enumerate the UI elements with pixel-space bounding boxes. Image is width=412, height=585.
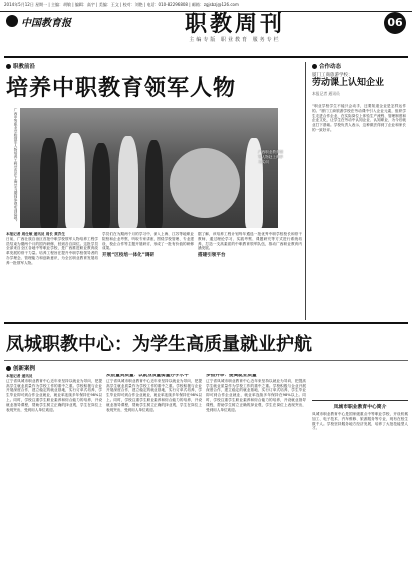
bullet-icon xyxy=(6,366,11,371)
section-tag-label: 职教前沿 xyxy=(13,64,36,70)
masthead-title: 职教周刊 xyxy=(184,11,285,37)
case-subhead: 从数量到质量：以就业质量衡量办学水平 xyxy=(106,374,189,378)
newspaper-brand xyxy=(6,14,98,28)
article-column-1 xyxy=(6,232,98,320)
article-byline: 本报记者 周仕敏 通讯员 周长 黄乔生 xyxy=(6,232,65,236)
section-tag-label: 创新案例 xyxy=(13,366,36,372)
side-article-byline: 本报记者 通讯员 xyxy=(312,91,340,96)
column-divider xyxy=(305,62,306,320)
article-paragraph: 学员们在为期两个月的学习中，深入上海、江苏等地职业院校和企业考察，听取专家讲座，围绕学校管理、专业建设、校企合作等主题开展研讨，形成了一批有价值的研修成果。 xyxy=(102,232,194,251)
side-article-title: 劳动课上认知企业 xyxy=(312,78,385,88)
info-box-title: 凤城市职业教育中心简介 xyxy=(333,405,387,410)
newspaper-logo-icon xyxy=(6,15,18,27)
lead-photo xyxy=(20,108,278,228)
article-paragraph: 日前，广西壮族自治区首批中职学校领军人物培养工程学员结束为期两个月的国内研修，回到各自岗位。这批学员全部来自全区各地中等职业学校，是广西推进职业教育改革发展的骨干力量。培养工程旨在提升中职学校领导者的办学理念、管理能力和创新意识，为全区职业教育发展培养一批领军人物。 xyxy=(6,236,98,265)
section-tag-bottom xyxy=(6,364,35,372)
article-subhead: 搭建引领平台 xyxy=(198,253,226,259)
person-figure xyxy=(65,133,85,228)
article-subhead: 开展“区校培一体化”调研 xyxy=(102,253,154,259)
article-paragraph: 据了解，该培养工程计划每年遴选一批优秀中职学校校长和骨干教师，通过理论学习、实践考察、课题研究等方式进行系统培养，打造一支高素质的中职教育领军队伍，推动广西职业教育内涵发展。 xyxy=(198,232,302,251)
second-headline: 凤城职教中心：为学生高质量就业护航 xyxy=(6,334,312,355)
photo-side-caption: 广西中等职业学校领军人物培养工程学员在上海学习期间参观实训基地。 xyxy=(14,108,18,224)
side-article-kicker: 厦门工商旅游学校： xyxy=(312,73,353,78)
case-paragraph: 辽宁省凤城市职业教育中心近年来坚持以就业为导向，把提高学生就业质量作为学校工作的重中之重。学校积极与企业开展深度合作，建立稳定的就业基地，实行订单式培养，学生毕业即可到合作企业就业，就业率连续多年保持在98%以上。同时，学校注重学生职业素养和综合能力的培养，开设就业指导课程，帮助学生树立正确的择业观，学生在岗位上表现突出，受到用人单位欢迎。 xyxy=(106,378,202,412)
lead-headline: 培养中职教育领军人物 xyxy=(6,76,237,101)
brand-name: 中国教育报 xyxy=(21,17,71,29)
info-sidebar-box xyxy=(312,400,408,580)
bullet-icon xyxy=(6,64,11,69)
machine-wheel-shape xyxy=(170,148,240,218)
page-number-badge: 06 xyxy=(384,12,406,34)
section-tag-right xyxy=(312,62,341,70)
person-figure xyxy=(118,136,138,228)
case-subhead: 多措并举：提高就业质量 xyxy=(206,374,257,378)
section-divider xyxy=(4,322,408,324)
person-figure xyxy=(40,138,58,228)
side-article-body: “职业学校学生不能只会动手，还要知道企业是怎样运作的。”厦门工商旅游学校在劳动课中引入企业元素，组织学生走进合作企业，在实际岗位上体验生产流程、管理制度和企业文化，让学生在劳动中认知企业、认知职业，为今后就业打下基础。学校负责人表示，这种做法得到了企业和家长的一致好评。 xyxy=(312,104,406,132)
case-paragraph: 辽宁省凤城市职业教育中心近年来坚持以就业为导向，把提高学生就业质量作为学校工作的重中之重。学校积极与企业开展深度合作，建立稳定的就业基地，实行订单式培养，学生毕业即可到合作企业就业，就业率连续多年保持在98%以上。同时，学校注重学生职业素养和综合能力的培养，开设就业指导课程，帮助学生树立正确的择业观，学生在岗位上表现突出，受到用人单位欢迎。 xyxy=(6,378,102,412)
info-box-text: 凤城市职业教育中心是国家级重点中等职业学校，开设机械加工、电子技术、汽车维修、旅游服务等专业，现有在校生数千人。学校坚持服务地方经济发展，培养了大批技能型人才。 xyxy=(312,412,408,431)
headline-rule xyxy=(4,360,408,361)
case-column-3 xyxy=(206,374,306,580)
case-column-2 xyxy=(106,374,202,580)
masthead-slogan: 主编专版 职业教育 服务专栏 xyxy=(189,37,281,43)
person-figure xyxy=(92,143,110,228)
bullet-icon xyxy=(312,64,317,69)
case-byline: 本报记者 通讯员 xyxy=(6,374,33,378)
article-column-3 xyxy=(198,232,302,320)
issue-meta-line: 2014年5月12日 星期一 | 主编：胡敏 | 编辑：高宇 | 美编：王文 | 校对：刘艳 | 电话：010-82296808 | 邮箱：zgjsbzj@126.com xyxy=(4,2,239,7)
masthead xyxy=(170,12,300,43)
person-figure xyxy=(145,140,163,228)
article-column-2 xyxy=(102,232,194,320)
section-tag-top xyxy=(6,62,35,70)
section-tag-label: 合作动态 xyxy=(319,64,342,70)
masthead-divider xyxy=(4,56,408,58)
photo-caption: 广西职业教育领军人物赴上海学习实训 xyxy=(258,150,284,164)
side-article-title-block xyxy=(312,72,406,97)
case-column-1 xyxy=(6,374,102,580)
case-paragraph: 辽宁省凤城市职业教育中心近年来坚持以就业为导向，把提高学生就业质量作为学校工作的重中之重。学校积极与企业开展深度合作，建立稳定的就业基地，实行订单式培养，学生毕业即可到合作企业就业，就业率连续多年保持在98%以上。同时，学校注重学生职业素养和综合能力的培养，开设就业指导课程，帮助学生树立正确的择业观，学生在岗位上表现突出，受到用人单位欢迎。 xyxy=(206,378,306,412)
